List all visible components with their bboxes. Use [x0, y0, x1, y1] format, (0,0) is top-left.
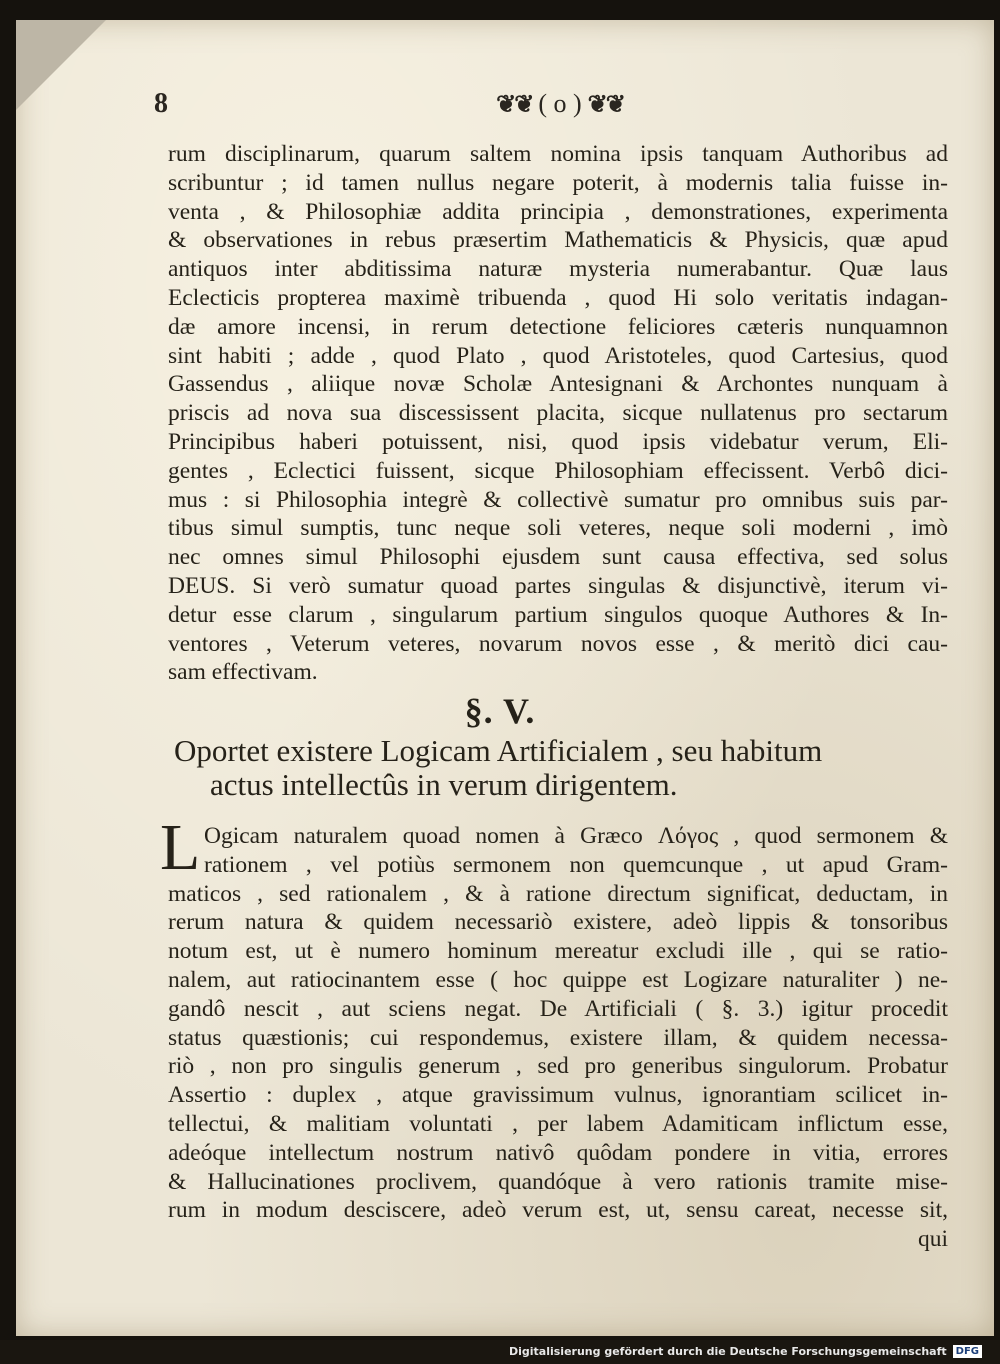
text-line: detur esse clarum , singularum partium singulos quoque Authores & In- — [168, 601, 948, 628]
text-line: Gassendus , aliique novæ Scholæ Antesignani & Archontes nunquam à — [168, 371, 948, 398]
text-line: scribuntur ; id tamen nullus negare poterit, à modernis talia fuisse in- — [168, 169, 948, 196]
page-corner-fold — [16, 20, 106, 110]
text-line: sam effectivam. — [168, 659, 318, 686]
text-line: mus : si Philosophia integrè & collectivè sumatur pro omnibus suis par- — [168, 486, 948, 513]
text-line: ventores , Veterum veteres, novarum novos esse , & meritò dici cau- — [168, 630, 948, 657]
paragraph-continued — [168, 140, 948, 687]
dfg-logo: DFG — [953, 1345, 982, 1358]
drop-cap: L — [160, 811, 201, 884]
digitization-footer — [509, 1342, 982, 1360]
paragraph-section-v — [160, 811, 948, 1254]
text-line-rest: Ogicam naturalem quoad nomen à Græco Λόγος , quod sermonem & — [204, 823, 948, 849]
text-line: tibus simul sumptis, tunc neque soli veteres, neque soli moderni , imò — [168, 515, 948, 542]
text-line: sint habiti ; adde , quod Plato , quod Aristoteles, quod Cartesius, quod — [168, 342, 948, 369]
text-line: rationem , vel potiùs sermonem non quemcunque , ut apud Gram- — [204, 851, 948, 878]
text-line: venta , & Philosophiæ addita principia , demonstrationes, experimenta — [168, 198, 948, 225]
text-line: antiquos inter abditissima naturæ mysteria numerabantur. Quæ laus — [168, 256, 948, 283]
text-line: riò , non pro singulis generum , sed pro generibus singulorum. Probatur — [168, 1053, 948, 1080]
text-line: tellectui, & malitiam voluntati , per labem Adamiticam inflictum esse, — [168, 1110, 948, 1137]
text-line: dæ amore incensi, in rerum detectione feliciores cæteris nunquamnon — [168, 313, 948, 340]
text-line: priscis ad nova sua discessissent placita, sicque nullatenus pro sectarum — [168, 400, 948, 427]
text-line: adeóque intellectum nostrum nativô quôdam pondere in vitia, errores — [168, 1139, 948, 1166]
footer-text: Digitalisierung gefördert durch die Deutsche Forschungsgemeinschaft — [508, 1344, 947, 1358]
ornament-left-icon: ❦❦ — [496, 91, 533, 118]
text-line: gandô nescit , aut sciens negat. De Artificiali ( §. 3.) igitur procedit — [168, 995, 948, 1022]
section-heading — [174, 734, 954, 802]
section-number: §. V. — [464, 691, 536, 731]
text-line: rum in modum desciscere, adeò verum est, ut, sensu careat, necesse sit, — [168, 1197, 948, 1224]
header-ornament — [460, 84, 660, 124]
page-number: 8 — [154, 88, 168, 119]
text-line: DEUS. Si verò sumatur quoad partes singulas & disjunctivè, iterum vi- — [168, 572, 948, 599]
text-line: rum disciplinarum, quarum saltem nomina ipsis tanquam Authoribus ad — [168, 141, 948, 167]
text-line: & observationes in rebus præsertim Mathematicis & Physicis, quæ apud — [168, 227, 948, 254]
text-line: gentes , Eclectici fuissent, sicque Philosophiam effecissent. Verbô dici- — [168, 457, 948, 484]
ornament-right-icon: ❦❦ — [587, 91, 624, 118]
text-line: notum est, ut è numero hominum mereatur excludi ille , qui se ratio- — [168, 938, 948, 965]
text-line: rerum natura & quidem necessariò existere, adeò lippis & tonsoribus — [168, 909, 948, 936]
text-line: Assertio : duplex , atque gravissimum vulnus, ignorantiam scilicet in- — [168, 1082, 948, 1109]
catchword: qui — [917, 1226, 948, 1253]
text-line: & Hallucinationes proclivem, quandóque à vero rationis tramite mise- — [168, 1168, 948, 1195]
section-heading-line1: Oportet existere Logicam Artificialem , seu habitum — [174, 733, 823, 768]
text-line: status quæstionis; cui respondemus, existere illam, & quidem necessa- — [168, 1024, 948, 1051]
text-line: nalem, aut ratiocinantem esse ( hoc quippe est Logizare naturaliter ) ne- — [168, 966, 948, 993]
text-line: nec omnes simul Philosophi ejusdem sunt causa effectiva, sed solus — [168, 544, 948, 571]
section-heading-line2: actus intellectûs in verum dirigentem. — [210, 767, 678, 802]
text-line: Principibus haberi potuissent, nisi, quod ipsis videbatur verum, Eli- — [168, 428, 948, 455]
text-line: Eclecticis propterea maximè tribuenda , quod Hi solo veritatis indagan- — [168, 284, 948, 311]
ornament-center: ( o ) — [538, 89, 582, 118]
text-line: maticos , sed rationalem , & à ratione directum significat, deductam, in — [168, 880, 948, 907]
